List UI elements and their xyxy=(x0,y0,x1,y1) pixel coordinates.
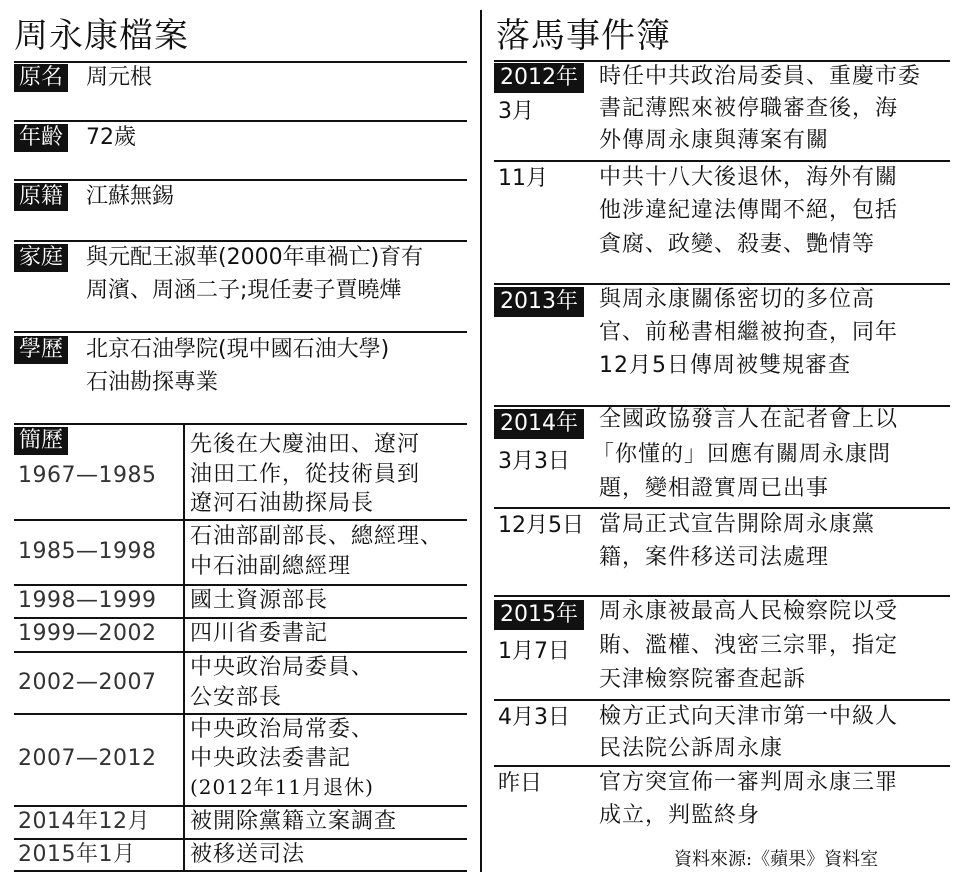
event-text: 當局正式宣告開除周永康黨 xyxy=(599,512,876,537)
table-row-divider xyxy=(14,713,467,715)
event-text: 外傳周永康與薄案有關 xyxy=(599,128,830,153)
career-years: 2014年12月 xyxy=(18,809,150,834)
divider xyxy=(14,423,467,425)
career-desc: 國土資源部長 xyxy=(190,588,329,613)
divider xyxy=(494,507,950,509)
divider xyxy=(494,765,950,767)
event-text: 檢方正式向天津市第一中級人 xyxy=(599,704,899,729)
table-row-divider xyxy=(14,519,467,521)
event-date: 11月 xyxy=(498,166,548,191)
event-date: 12月5日 xyxy=(498,513,584,538)
column-divider xyxy=(480,10,482,872)
education-line-1: 北京石油學院(現中國石油大學) xyxy=(86,337,390,362)
event-text: 民法院公訴周永康 xyxy=(599,736,784,761)
event-text: 中共十八大後退休，海外有關 xyxy=(599,165,899,190)
event-text: 籍，案件移送司法處理 xyxy=(599,545,830,570)
career-years: 2007—2012 xyxy=(18,746,157,771)
profile-title: 周永康檔案 xyxy=(14,16,189,56)
career-years: 1998—1999 xyxy=(18,588,157,613)
career-desc: 中央政治局委員、 xyxy=(190,655,375,680)
label-career: 簡歷 xyxy=(14,427,68,455)
event-text: 與周永康關係密切的多位高 xyxy=(599,287,876,312)
divider xyxy=(494,699,950,701)
source-credit: 資料來源:《蘋果》資料室 xyxy=(674,849,879,870)
family-line-1: 與元配王淑華(2000年車禍亡)育有 xyxy=(86,245,424,270)
event-date: 4月3日 xyxy=(498,705,570,730)
event-text: 12月5日傳周被雙規審查 xyxy=(599,353,851,378)
event-date: 1月7日 xyxy=(498,639,570,664)
career-desc: 四川省委書記 xyxy=(190,621,329,646)
family-line-2: 周濱、周涵二子;現任妻子賈曉燁 xyxy=(86,278,402,303)
event-date: 3月 xyxy=(498,99,534,124)
career-desc: 公安部長 xyxy=(190,685,283,710)
career-years: 1985—1998 xyxy=(18,539,157,564)
event-text: 時任中共政治局委員、重慶市委 xyxy=(599,64,922,89)
event-text: 周永康被最高人民檢察院以受 xyxy=(599,599,899,624)
career-years: 1967—1985 xyxy=(18,463,157,488)
event-text: 他涉違紀違法傳聞不絕，包括 xyxy=(599,198,899,223)
event-text: 天津檢察院審查起訴 xyxy=(599,667,807,692)
event-text: 官方突宣佈一審判周永康三罪 xyxy=(599,770,899,795)
career-desc: 石油部副部長、總經理、 xyxy=(190,524,444,549)
year-badge-2014: 2014年 xyxy=(494,409,584,439)
divider xyxy=(14,179,467,181)
timeline-title: 落馬事件簿 xyxy=(496,16,671,56)
hometown-value: 江蘇無錫 xyxy=(86,184,175,209)
divider xyxy=(494,160,950,162)
event-text: 題，變相證實周已出事 xyxy=(599,476,830,501)
table-row-divider xyxy=(14,617,467,619)
age-value: 72歲 xyxy=(86,125,136,150)
event-text: 官、前秘書相繼被拘查，同年 xyxy=(599,320,899,345)
career-years: 2002—2007 xyxy=(18,670,157,695)
table-row-divider xyxy=(14,838,467,840)
career-desc: 中央政治局常委、 xyxy=(190,717,375,742)
event-text: 成立，判監終身 xyxy=(599,803,761,828)
event-text: 貪腐、政變、殺妻、艷情等 xyxy=(599,232,876,257)
table-row-divider xyxy=(14,651,467,653)
table-bottom-border xyxy=(14,870,467,872)
event-text: 書記薄熙來被停職審查後，海 xyxy=(599,96,899,121)
label-hometown: 原籍 xyxy=(14,183,68,211)
event-date: 3月3日 xyxy=(498,449,570,474)
divider xyxy=(14,331,467,333)
label-age: 年齡 xyxy=(14,124,68,152)
label-original-name: 原名 xyxy=(14,64,68,92)
original-name-value: 周元根 xyxy=(86,65,153,90)
career-desc: 油田工作，從技術員到 xyxy=(190,462,421,487)
label-family: 家庭 xyxy=(14,244,68,272)
career-desc: (2012年11月退休) xyxy=(190,775,374,799)
career-years: 1999—2002 xyxy=(18,621,157,646)
divider xyxy=(14,120,467,122)
table-row-divider xyxy=(14,584,467,586)
event-text: 全國政協發言人在記者會上以 xyxy=(599,407,899,432)
event-text: 賄、濫權、洩密三宗罪，指定 xyxy=(599,633,899,658)
label-education: 學歷 xyxy=(14,336,68,364)
career-years: 2015年1月 xyxy=(18,842,136,867)
year-badge-2012: 2012年 xyxy=(494,63,584,93)
career-desc: 中央政法委書記 xyxy=(190,746,352,771)
career-desc: 被開除黨籍立案調查 xyxy=(190,809,398,834)
year-badge-2013: 2013年 xyxy=(494,287,584,317)
career-desc: 被移送司法 xyxy=(190,842,306,867)
career-desc: 先後在大慶油田、遼河 xyxy=(190,432,421,457)
year-badge-2015: 2015年 xyxy=(494,600,584,630)
career-desc: 中石油副總經理 xyxy=(190,554,352,579)
career-desc: 遼河石油勘探局長 xyxy=(190,491,375,516)
event-text: 「你懂的」回應有關周永康問 xyxy=(592,442,892,467)
table-row-divider xyxy=(14,805,467,807)
event-date: 昨日 xyxy=(498,771,543,796)
divider xyxy=(14,61,467,63)
education-line-2: 石油勘探專業 xyxy=(86,370,219,395)
